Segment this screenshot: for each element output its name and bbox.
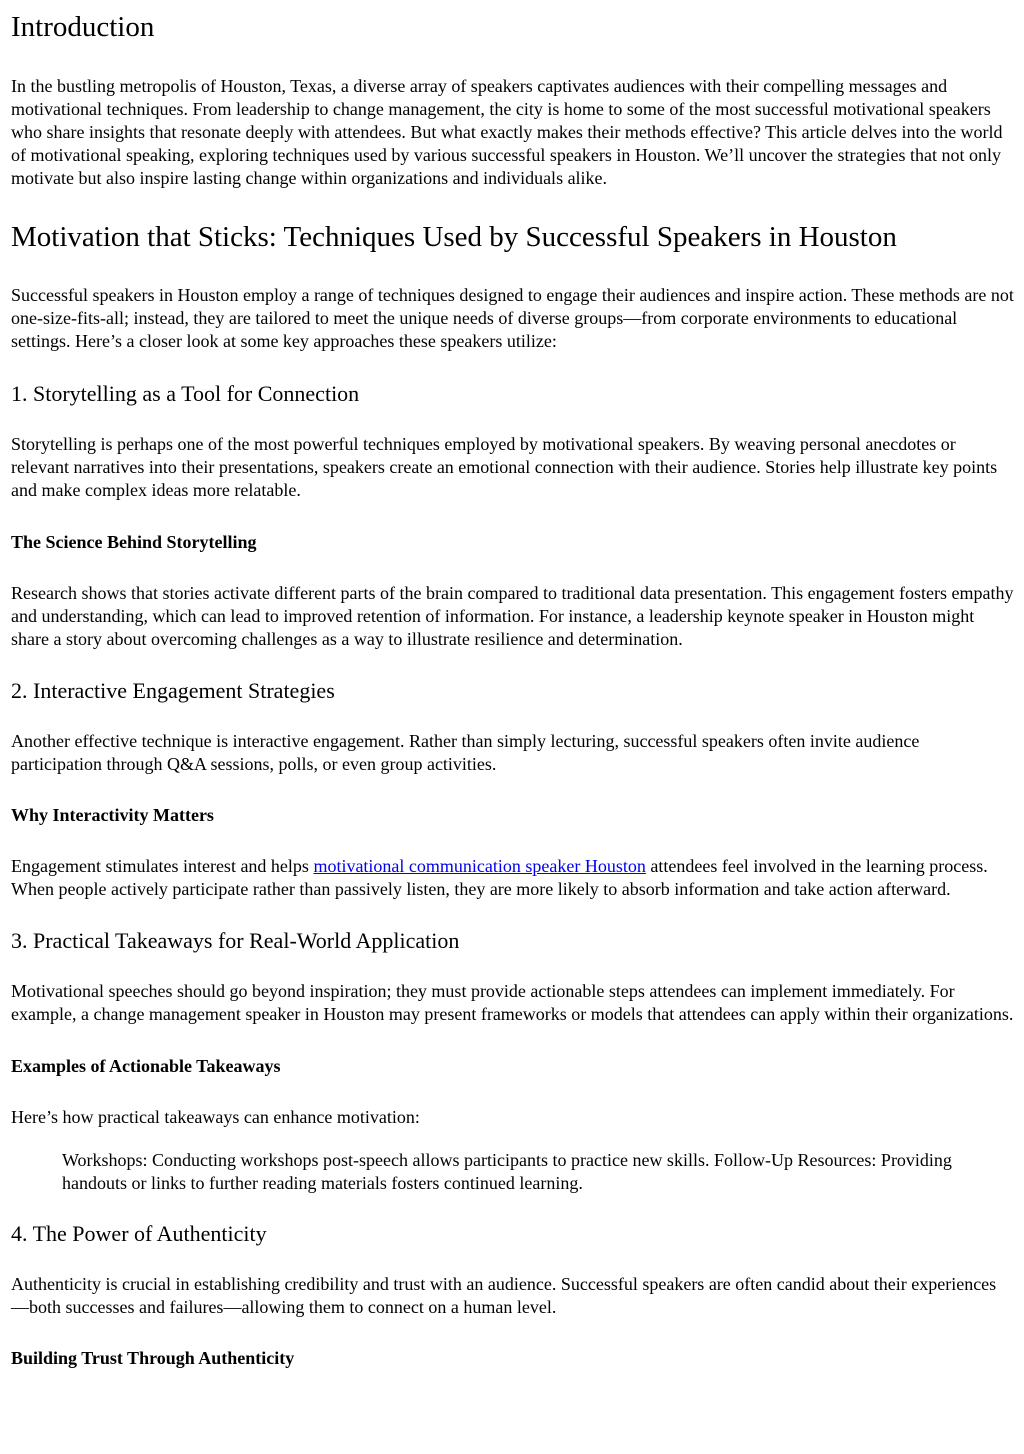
takeaways-quote: Workshops: Conducting workshops post-speech allows participants to practice new skills. Follow-Up Resources: Providing handouts or links to further reading materials fosters continued learning.	[62, 1150, 952, 1193]
section-2-subparagraph	[11, 855, 1014, 901]
section-1-heading: 1. Storytelling as a Tool for Connection	[11, 381, 360, 406]
section-2-subparagraph-start: Engagement stimulates interest and helps	[11, 856, 314, 876]
section-2-paragraph: Another effective technique is interactive engagement. Rather than simply lecturing, successful speakers often invite audience participation through Q&A sessions, polls, or even group activities.	[11, 731, 920, 774]
intro-heading: Introduction	[11, 11, 155, 43]
section-3-subheading: Examples of Actionable Takeaways	[11, 1056, 281, 1076]
section-2-subheading: Why Interactivity Matters	[11, 805, 214, 825]
section-3-heading: 3. Practical Takeaways for Real-World Application	[11, 928, 460, 953]
section-1-subparagraph: Research shows that stories activate different parts of the brain compared to traditional data presentation. This engagement fosters empathy and understanding, which can lead to improved retention of information. For instance, a leadership keynote speaker in Houston might share a story about overcoming challenges as a way to illustrate resilience and determination.	[11, 583, 1014, 649]
section-4-heading: 4. The Power of Authenticity	[11, 1221, 267, 1246]
section-1-paragraph: Storytelling is perhaps one of the most powerful techniques employed by motivational speakers. By weaving personal anecdotes or relevant narratives into their presentations, speakers create an emotional connection with their audience. Stories help illustrate key points and make complex ideas more relatable.	[11, 434, 998, 500]
motivational-speaker-link[interactable]: motivational communication speaker Houston	[313, 856, 646, 876]
main-heading: Motivation that Sticks: Techniques Used by Successful Speakers in Houston	[11, 221, 897, 253]
section-2-subparagraph-end: attendees feel involved in the learning process. When people actively participate rather than passively listen, they are more likely to absorb information and take action afterward.	[11, 856, 988, 899]
section-1-subheading: The Science Behind Storytelling	[11, 532, 257, 552]
section-4-paragraph: Authenticity is crucial in establishing credibility and trust with an audience. Successful speakers are often candid about their experiences—both successes and failures—allowing them to connect on a human level.	[11, 1274, 997, 1317]
section-4-subheading: Building Trust Through Authenticity	[11, 1348, 295, 1368]
main-paragraph: Successful speakers in Houston employ a range of techniques designed to engage their audiences and inspire action. These methods are not one-size-fits-all; instead, they are tailored to meet the unique needs of diverse groups—from corporate environments to educational settings. Here’s a closer look at some key approaches these speakers utilize:	[11, 285, 1014, 351]
section-2-heading: 2. Interactive Engagement Strategies	[11, 678, 335, 703]
intro-paragraph: In the bustling metropolis of Houston, Texas, a diverse array of speakers captivates audiences with their compelling messages and motivational techniques. From leadership to change management, the city is home to some of the most successful motivational speakers who share insights that resonate deeply with attendees. But what exactly makes their methods effective? This article delves into the world of motivational speaking, exploring techniques used by various successful speakers in Houston. We’ll uncover the strategies that not only motivate but also inspire lasting change within organizations and individuals alike.	[11, 76, 1003, 188]
section-3-paragraph: Motivational speeches should go beyond inspiration; they must provide actionable steps attendees can implement immediately. For example, a change management speaker in Houston may present frameworks or models that attendees can apply within their organizations.	[11, 981, 1014, 1024]
article	[0, 8, 1024, 1370]
section-3-subparagraph: Here’s how practical takeaways can enhance motivation:	[11, 1107, 420, 1127]
